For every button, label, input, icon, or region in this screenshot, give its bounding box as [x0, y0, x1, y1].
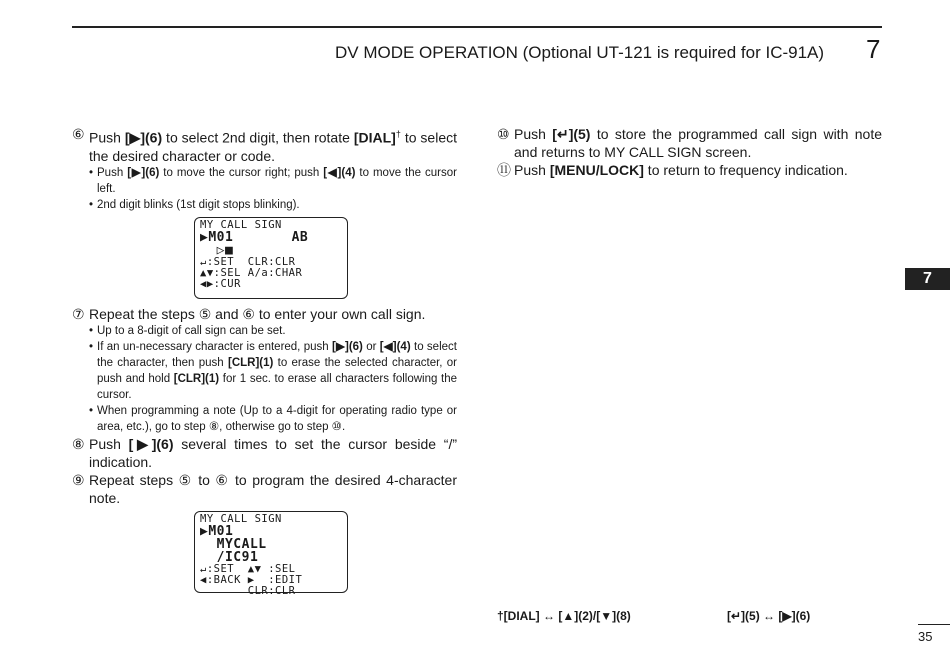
step-number: ⑦	[72, 305, 85, 322]
left-column	[72, 125, 457, 599]
step-7-bullets: • Up to a 8-digit of call sign can be set. • If an un-necessary character is entered, push [▶](6) or [◀](4) to select the character, then push [CLR](1) to erase the selected character, or push and hold [CLR](1) for 1 sec. to erase all characters following the cursor. • When programming a note (Up to a 4-digit for operating radio type or area, etc.), go to step ⑧, otherwise go to step ⑩.	[89, 324, 457, 433]
step-text: Repeat the steps ⑤ and ⑥ to enter your own call sign.	[89, 305, 426, 322]
step-number: ⑪	[497, 162, 511, 178]
chapter-side-tab: 7	[905, 268, 950, 290]
step-6-bullets: • Push [▶](6) to move the cursor right; push [◀](4) to move the cursor left. • 2nd digit blinks (1st digit stops blinking).	[89, 166, 457, 211]
step-text: Push [▶](6) to select 2nd digit, then rotate [DIAL]† to select the desired character or code.	[89, 129, 458, 164]
step-number: ⑥	[72, 126, 85, 142]
page-header-title: DV MODE OPERATION (Optional UT-121 is required for IC-91A)	[335, 43, 825, 62]
step-number: ⑧	[72, 435, 85, 452]
step-6	[72, 125, 457, 165]
step-text: Push [↵](5) to store the programmed call sign with note and returns to MY CALL SIGN screen.	[514, 126, 882, 160]
step-9	[72, 471, 457, 507]
lcd-display-1: MY CALL SIGN ▶M01 AB ▷■ ↵:SET CLR:CLR ▲▼:SEL A/a:CHAR ◀▶:CUR	[194, 217, 348, 299]
footnote-enter: [↵](5) ↔ [▶](6)	[727, 609, 811, 623]
footnote-dial: †[DIAL] ↔ [▲](2)/[▼](8)	[497, 609, 631, 623]
page-number-rule	[918, 624, 950, 625]
step-text: Push [MENU/LOCK] to return to frequency indication.	[514, 162, 848, 178]
step-number: ⑩	[497, 126, 510, 142]
step-text: Repeat steps ⑤ to ⑥ to program the desired 4-character note.	[89, 471, 457, 506]
header-rule	[72, 26, 882, 28]
step-11	[497, 161, 882, 179]
right-column	[497, 125, 882, 179]
step-7	[72, 305, 457, 323]
step-text: Push [▶](6) several times to set the cursor beside “/” indication.	[89, 435, 457, 470]
step-10	[497, 125, 882, 161]
step-number: ⑨	[72, 471, 85, 488]
lcd-display-2: MY CALL SIGN ▶M01 MYCALL /IC91 ↵:SET ▲▼ :SEL ◀:BACK ▶ :EDIT CLR:CLR	[194, 511, 348, 593]
step-8	[72, 435, 457, 471]
page-number: 35	[918, 629, 933, 644]
chapter-number: 7	[866, 34, 881, 64]
